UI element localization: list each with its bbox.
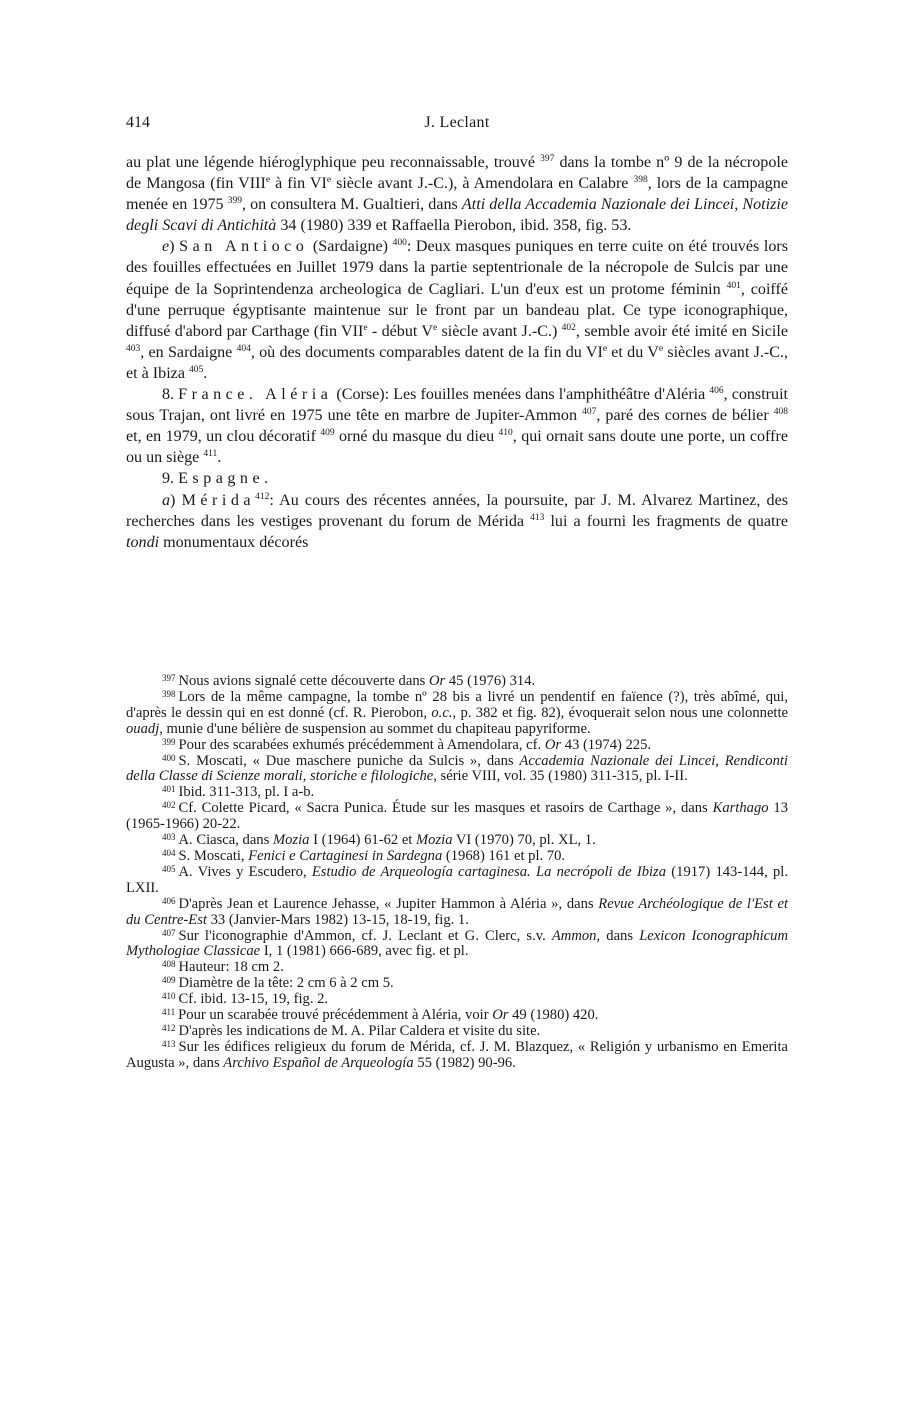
footnote-408 [126, 960, 788, 976]
place-heading: San Antioco [179, 238, 309, 256]
text-run: 13 (1965-1966) 20-22. [126, 800, 789, 833]
text-run: . [217, 449, 222, 467]
journal-title: Or [544, 736, 562, 753]
main-text [126, 152, 788, 553]
italic-term: tondi [126, 533, 160, 551]
section-heading-espagne [126, 468, 788, 489]
text-run: D'après Jean et Laurence Jehasse, « Jupiter Hammon à Aléria », dans [178, 895, 599, 912]
text-run: orné du masque du dieu [334, 428, 499, 446]
journal-title: Revue Archéologique de l'Est et du Centre-Est [126, 895, 788, 928]
footnote-403 [126, 833, 788, 849]
journal-title: Accademia Nazionale dei Lincei, Rendiconti della Classe di Scienze morali, storiche e filologiche [126, 752, 788, 785]
footnote-number: 412 [162, 1022, 176, 1033]
section-number: 9. [162, 470, 179, 488]
text-run: siècles avant J.-C., et à Ibiza [126, 343, 789, 382]
footnote-number: 406 [162, 895, 176, 906]
paragraph-san-antioco [126, 236, 788, 384]
text-run: Cf. ibid. 13-15, 19, fig. 2. [178, 991, 329, 1008]
text-run: monumentaux décorés [159, 533, 309, 551]
text-run: , lors de la campagne menée en 1975 [126, 175, 788, 214]
footnote-ref-404: 404 [236, 343, 251, 354]
footnote-number: 411 [162, 1007, 176, 1018]
footnote-number: 409 [162, 975, 176, 986]
text-run: (1968) 161 et pl. 70. [442, 847, 566, 864]
footnote-410 [126, 992, 788, 1008]
footnote-number: 400 [162, 752, 176, 763]
paragraph-amendolara [126, 152, 788, 236]
text-run: à fin VI [270, 175, 327, 193]
text-run: Nous avions signalé cette découverte dans [178, 673, 429, 689]
text-run: VI (1970) 70, pl. XL, 1. [452, 832, 596, 849]
section-number: 8. [162, 386, 179, 404]
italic-term: Ammon [551, 927, 597, 944]
text-run: , série VIII, vol. 35 (1980) 311-315, pl. I-II. [433, 768, 688, 785]
superscript: e [432, 322, 438, 333]
superscript: e [265, 175, 271, 186]
section-title: Espagne. [178, 470, 273, 488]
footnote-number: 402 [162, 800, 176, 811]
text-run: au plat une légende hiéroglyphique peu reconnaissable, trouvé [126, 154, 541, 171]
footnote-number: 403 [162, 832, 176, 843]
text-run: ) [170, 491, 182, 509]
text-run: 49 (1980) 420. [508, 1007, 599, 1024]
journal-title: Karthago [712, 800, 769, 817]
footnote-ref-408: 408 [773, 407, 788, 418]
text-run: A. Ciasca, dans [178, 832, 273, 849]
journal-title: Or [428, 673, 446, 689]
text-run: , dans [596, 927, 640, 944]
footnote-number: 413 [162, 1038, 176, 1049]
text-run: , qui ornait sans doute une porte, un coffre ou un siège [126, 428, 788, 467]
text-run: Sur les édifices religieux du forum de Mérida, cf. J. M. Blazquez, « Religión y urbanismo en Emerita Augusta », dans [126, 1038, 788, 1071]
book-title: Lexicon Iconographicum Mythologiae Classicae [126, 927, 788, 960]
text-run: siècle avant J.-C.), à Amendolara en Calabre [331, 175, 634, 193]
footnote-ref-405: 405 [189, 364, 204, 375]
text-run: (1917) 143-144, pl. LXII. [126, 863, 788, 896]
text-run: S. Moscati, [178, 847, 249, 864]
citation-title: Atti della Accademia Nazionale dei Lincei, Notizie degli Scavi di Antichità [126, 196, 788, 235]
text-run: Ibid. 311-313, pl. I a-b. [178, 784, 315, 801]
footnote-number: 405 [162, 863, 176, 874]
page-header [126, 114, 788, 138]
footnote-ref-409: 409 [320, 428, 335, 439]
text-run: Sur l'iconographie d'Ammon, cf. J. Leclant et G. Clerc, s.v. [178, 927, 552, 944]
text-run: , p. 382 et fig. 82), évoquerait selon nous une colonnette [452, 704, 789, 721]
text-run: lui a fourni les fragments de quatre [544, 512, 789, 530]
paragraph-merida [126, 490, 788, 553]
journal-title: Mozia [272, 832, 310, 849]
footnote-ref-403: 403 [126, 343, 141, 354]
text-run: (Sardaigne) [308, 238, 393, 256]
footnote-ref-413: 413 [530, 512, 545, 523]
footnote-ref-397: 397 [540, 154, 555, 164]
footnote-ref-399: 399 [227, 196, 242, 207]
italic-term: ouadj [126, 720, 160, 737]
footnote-411 [126, 1008, 788, 1024]
footnote-399 [126, 738, 788, 754]
text-run: 34 (1980) 339 et Raffaella Pierobon, ibid. 358, fig. 53. [276, 217, 632, 235]
text-run: et du V [607, 343, 659, 361]
text-run: Lors de la même campagne, la tombe nº 28 bis a livré un pendentif en faïence (?), très abîmé, qui, d'après le dessin qui en est donné (cf. R. Pierobon, [126, 688, 788, 721]
superscript: e [658, 343, 664, 354]
text-run: I, 1 (1981) 666-689, avec fig. et pl. [260, 943, 469, 960]
superscript: e [326, 175, 332, 186]
footnote-398 [126, 690, 788, 738]
footnote-407 [126, 929, 788, 961]
text-run: dans la tombe nº 9 de la nécropole de Mangosa (fin VIII [126, 154, 788, 193]
running-head: J. Leclant [424, 114, 490, 131]
book-title: Estudio de Arqueología cartaginesa. La necrópoli de Ibiza [311, 863, 667, 880]
place-heading: Mérida [181, 491, 256, 509]
footnotes [126, 674, 788, 1072]
text-run: ) [169, 238, 180, 256]
book-title: Fenici e Cartaginesi in Sardegna [248, 847, 443, 864]
footnote-401 [126, 785, 788, 801]
text-run: , munie d'une bélière de suspension au sommet du chapiteau papyriforme. [159, 720, 591, 737]
footnote-ref-407: 407 [582, 407, 597, 418]
footnote-409 [126, 976, 788, 992]
text-run: 55 (1982) 90-96. [413, 1054, 516, 1071]
text-run: S. Moscati, « Due maschere puniche da Sulcis », dans [178, 752, 520, 769]
text-run: , construit sous Trajan, ont livré en 1975 une tête en marbre de Jupiter-Ammon [126, 386, 789, 425]
text-run: , où des documents comparables datent de la fin du VI [250, 343, 603, 361]
footnote-number: 397 [162, 673, 176, 683]
footnote-400 [126, 754, 788, 786]
text-run: , paré des cornes de bélier [596, 407, 774, 425]
footnote-ref-402: 402 [561, 322, 576, 333]
place-heading: France. Aléria [178, 386, 333, 404]
section-letter: e [162, 238, 170, 256]
text-run: Pour des scarabées exhumés précédemment à Amendolara, cf. [178, 736, 545, 753]
page-number: 414 [126, 114, 150, 131]
footnote-397 [126, 674, 788, 690]
footnote-405 [126, 865, 788, 897]
text-run: Pour un scarabée trouvé précédemment à Aléria, voir [178, 1007, 493, 1024]
text-run: : Deux masques puniques en terre cuite on été trouvés lors des fouilles effectuées en Juillet 1979 dans la partie septentrionale de la nécropole de Sulcis par une équipe de la Soprintendenza archeologica de Cagliari. L'un d'eux est un protome féminin [126, 238, 788, 298]
text-run: , coiffé d'une perruque égyptisante maintenue sur le front par un bandeau plat. Ce type iconographique, diffusé d'abord par Carthage (fin VII [126, 280, 788, 340]
text-run: siècle avant J.-C.) [437, 322, 562, 340]
footnote-ref-401: 401 [726, 280, 741, 291]
text-run: Cf. Colette Picard, « Sacra Punica. Étude sur les masques et rasoirs de Carthage », dans [178, 800, 713, 817]
text-run: , semble avoir été imité en Sicile [575, 322, 789, 340]
text-run: . [203, 364, 208, 382]
footnote-number: 401 [162, 784, 176, 795]
footnote-ref-412: 412 [255, 491, 270, 502]
text-run: Hauteur: 18 cm 2. [178, 959, 284, 976]
text-run: , on consultera M. Gualtieri, dans [241, 196, 462, 214]
text-run: A. Vives y Escudero, [178, 863, 312, 880]
footnote-number: 408 [162, 959, 176, 970]
text-run: (Corse): Les fouilles menées dans l'amphithéâtre d'Aléria [332, 386, 710, 404]
text-run: et, en 1979, un clou décoratif [126, 428, 321, 446]
footnote-number: 399 [162, 736, 176, 747]
footnote-406 [126, 897, 788, 929]
text-run: 33 (Janvier-Mars 1982) 13-15, 18-19, fig. 1. [206, 911, 469, 928]
text-run: - début V [367, 322, 433, 340]
superscript: e [602, 343, 608, 354]
italic-term: o.c. [431, 704, 453, 721]
footnote-402 [126, 801, 788, 833]
footnote-ref-400: 400 [392, 238, 407, 249]
footnote-number: 404 [162, 847, 176, 858]
footnote-ref-411: 411 [203, 449, 218, 460]
text-run: Diamètre de la tête: 2 cm 6 à 2 cm 5. [178, 975, 394, 992]
journal-title: Mozia [416, 832, 453, 849]
footnote-number: 398 [162, 688, 176, 699]
footnote-413 [126, 1040, 788, 1072]
footnote-ref-398: 398 [633, 175, 648, 186]
text-run: 43 (1974) 225. [561, 736, 652, 753]
footnote-412 [126, 1024, 788, 1040]
text-run: 45 (1976) 314. [445, 673, 536, 689]
text-run: , en Sardaigne [140, 343, 237, 361]
journal-title: Or [492, 1007, 509, 1024]
superscript: e [363, 322, 368, 333]
text-run: : Au cours des récentes années, la poursuite, par J. M. Alvarez Martinez, des recherches dans les vestiges provenant du forum de Mérida [126, 491, 789, 530]
journal-title: Archivo Español de Arqueología [223, 1054, 414, 1071]
text-run: I (1964) 61-62 et [309, 832, 417, 849]
section-letter: a [162, 491, 171, 509]
text-run: D'après les indications de M. A. Pilar Caldera et visite du site. [178, 1022, 541, 1039]
footnote-number: 410 [162, 991, 176, 1002]
footnote-ref-410: 410 [498, 428, 513, 439]
footnote-number: 407 [162, 927, 176, 938]
footnote-404 [126, 849, 788, 865]
footnote-ref-406: 406 [709, 386, 724, 397]
paragraph-france [126, 384, 788, 468]
